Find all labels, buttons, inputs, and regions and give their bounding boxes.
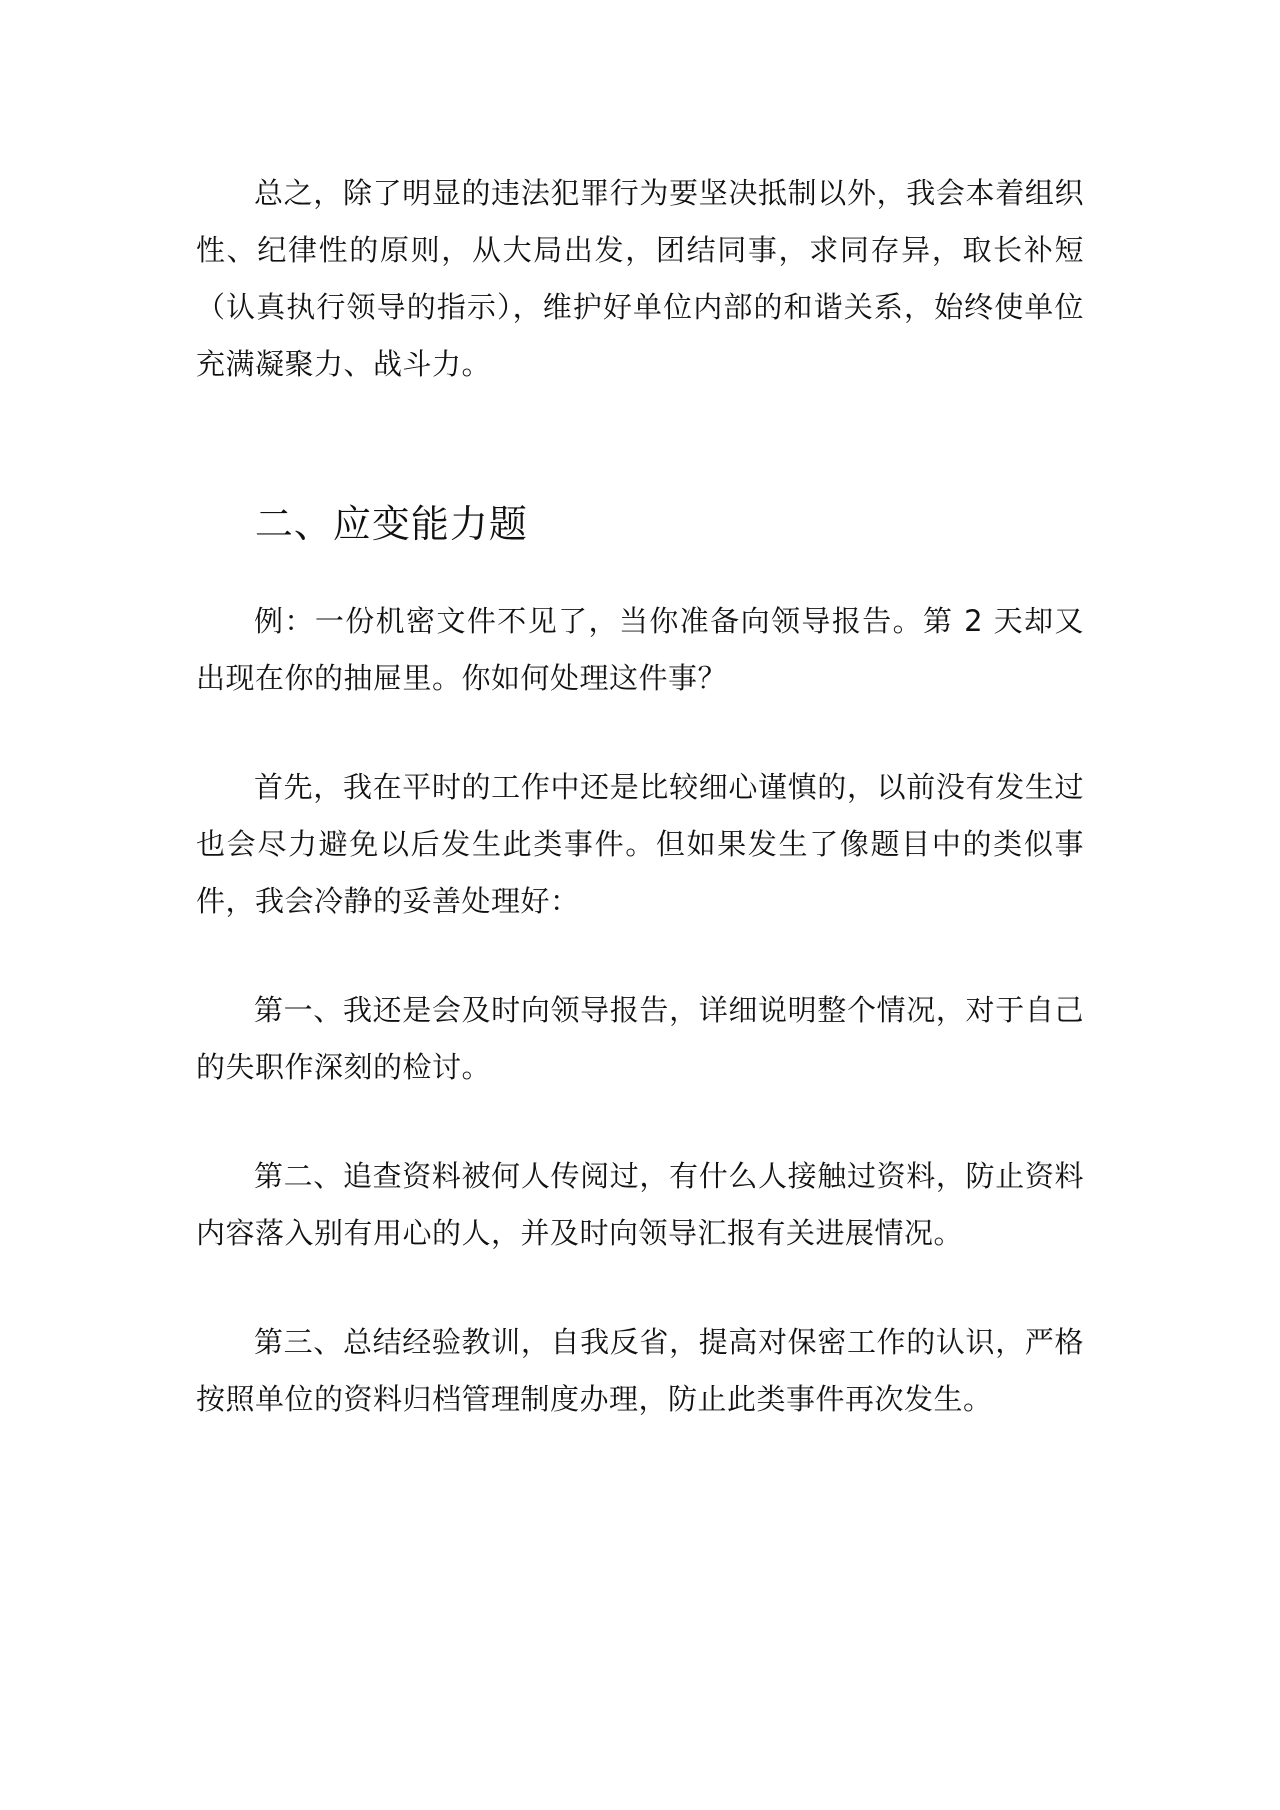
document-body	[196, 165, 1084, 1428]
paragraph-step-three: 第三、总结经验教训，自我反省，提高对保密工作的认识，严格按照单位的资料归档管理制度办理，防止此类事件再次发生。	[196, 1325, 1084, 1416]
paragraph-step-one: 第一、我还是会及时向领导报告，详细说明整个情况，对于自己的失职作深刻的检讨。	[196, 993, 1084, 1084]
paragraph-first-response: 首先，我在平时的工作中还是比较细心谨慎的，以前没有发生过也会尽力避免以后发生此类事件。但如果发生了像题目中的类似事件，我会冷静的妥善处理好：	[196, 770, 1084, 918]
paragraph-example-question: 例：一份机密文件不见了，当你准备向领导报告。第 2 天却又出现在你的抽屉里。你如何处理这件事？	[196, 604, 1084, 695]
paragraph-step-two: 第二、追查资料被何人传阅过，有什么人接触过资料，防止资料内容落入别有用心的人，并及时向领导汇报有关进展情况。	[196, 1159, 1084, 1250]
paragraph-summary: 总之，除了明显的违法犯罪行为要坚决抵制以外，我会本着组织性、纪律性的原则，从大局出发，团结同事，求同存异，取长补短（认真执行领导的指示），维护好单位内部的和谐关系，始终使单位充满凝聚力、战斗力。	[196, 176, 1084, 381]
section-heading: 二、应变能力题	[254, 502, 528, 546]
